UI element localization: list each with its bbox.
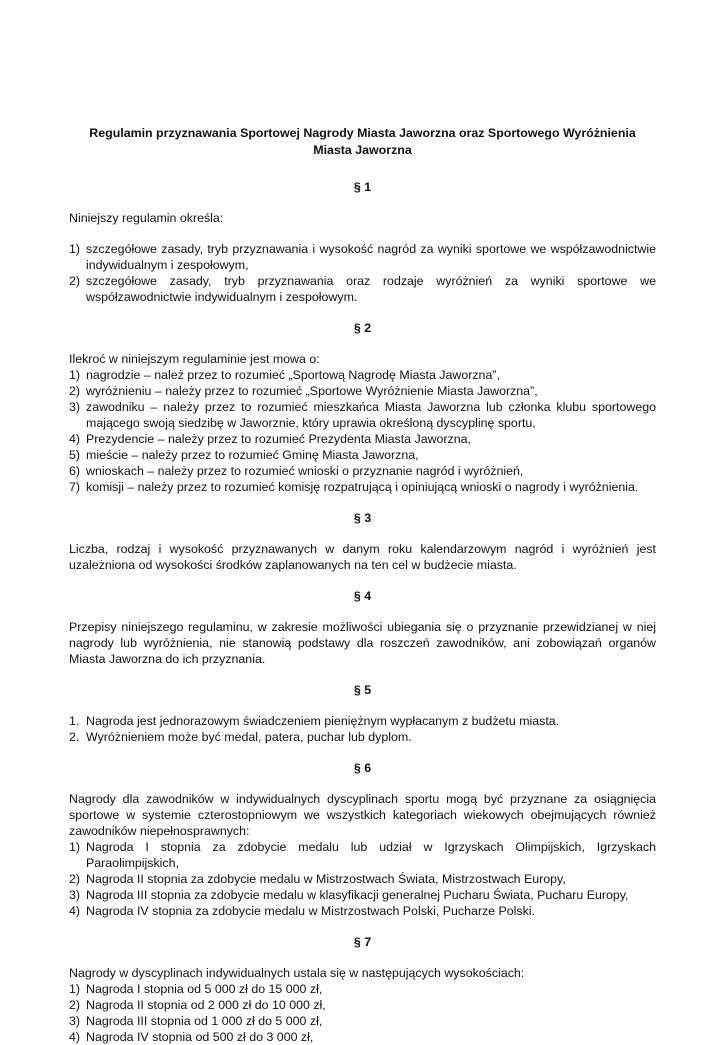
list-item: 1) Nagroda I stopnia za zdobycie medalu lub udział w Igrzyskach Olimpijskich, Igrzyskach Paraolimpijskich, (69, 840, 656, 870)
section-heading-3: § 3 (353, 511, 372, 525)
section-1-intro: Niniejszy regulamin określa: (69, 211, 224, 225)
list-item: 2) szczegółowe zasady, tryb przyznawania oraz rodzaje wyróżnień za wyniki sportowe we współzawodnictwie indywidualnym i zespołowym. (69, 274, 656, 304)
section-2-intro: Ilekroć w niniejszym regulaminie jest mowa o: (69, 352, 320, 366)
document-body (69, 125, 656, 1045)
list-item: 7) komisji – należy przez to rozumieć komisję rozpatrującą i opiniującą wnioski o nagrody i wyróżnienia. (69, 480, 639, 494)
section-heading-2: § 2 (353, 321, 372, 335)
list-item: 3) zawodniku – należy przez to rozumieć mieszkańca Miasta Jaworzna lub członka klubu sportowego mającego swoją siedzibę w Jaworznie, który uprawia określoną dyscyplinę sportu, (69, 400, 656, 430)
section-6-intro: Nagrody dla zawodników w indywidualnych dyscyplinach sportu mogą być przyznane za osiągnięcia sportowe w systemie czterostopniowym we wszystkich kategoriach wiekowych obejmujących również zawodników niepełnosprawnych: (69, 792, 656, 838)
section-3-text: Liczba, rodzaj i wysokość przyznawanych w danym roku kalendarzowym nagród i wyróżnień jest uzależniona od wysokości środków zaplanowanych na ten cel w budżecie miasta. (69, 542, 656, 572)
list-item: 1) Nagroda I stopnia od 5 000 zł do 15 000 zł, (69, 982, 323, 996)
list-item: 4) Nagroda IV stopnia za zdobycie medalu w Mistrzostwach Polski, Pucharze Polski. (69, 904, 536, 918)
list-item: 5) mieście – należy przez to rozumieć Gminę Miasta Jaworzna, (69, 448, 419, 462)
list-item: 2) Nagroda II stopnia od 2 000 zł do 10 000 zł, (69, 998, 326, 1012)
list-item: 2. Wyróżnieniem może być medal, patera, puchar lub dyplom. (69, 730, 412, 744)
section-2-list (69, 367, 656, 495)
list-item: 3) Nagroda III stopnia za zdobycie medalu w klasyfikacji generalnej Pucharu Świata, Pucharu Europy, (69, 888, 629, 902)
list-item: 1) szczegółowe zasady, tryb przyznawania i wysokość nagród za wyniki sportowe we współzawodnictwie indywidualnym i zespołowym, (69, 242, 656, 272)
section-7-intro: Nagrody w dyscyplinach indywidualnych ustala się w następujących wysokościach: (69, 966, 525, 980)
list-item: 1) nagrodzie – należ przez to rozumieć „Sportową Nagrodę Miasta Jaworzna”, (69, 368, 500, 382)
list-item: 4) Prezydencie – należy przez to rozumieć Prezydenta Miasta Jaworzna, (69, 432, 471, 446)
section-5-list (69, 713, 656, 745)
list-item: 2) Nagroda II stopnia za zdobycie medalu w Mistrzostwach Świata, Mistrzostwach Europy, (69, 872, 566, 886)
list-item: 1. Nagroda jest jednorazowym świadczeniem pieniężnym wypłacanym z budżetu miasta. (69, 714, 560, 728)
document-title: Regulamin przyznawania Sportowej Nagrody Miasta Jaworzna oraz Sportowego Wyróżnienia Miasta Jaworzna (89, 126, 636, 157)
list-item: 4) Nagroda IV stopnia od 500 zł do 3 000 zł, (69, 1030, 314, 1044)
section-7-list (69, 981, 656, 1045)
section-4-text: Przepisy niniejszego regulaminu, w zakresie możliwości ubiegania się o przyznanie przewidzianej w niej nagrody lub wyróżnienia, nie stanowią podstawy dla roszczeń zawodników, ani zobowiązań organów Miasta Jaworzna do ich przyznania. (69, 620, 656, 666)
section-6-list (69, 839, 656, 919)
list-item: 6) wnioskach – należy przez to rozumieć wnioski o przyznanie nagród i wyróżnień, (69, 464, 524, 478)
section-1-list (69, 241, 656, 305)
section-heading-7: § 7 (353, 935, 372, 949)
section-heading-1: § 1 (353, 180, 372, 194)
list-item: 3) Nagroda III stopnia od 1 000 zł do 5 000 zł, (69, 1014, 323, 1028)
section-heading-5: § 5 (353, 683, 372, 697)
list-item: 2) wyróżnieniu – należy przez to rozumieć „Sportowe Wyróżnienie Miasta Jaworzna”, (69, 384, 538, 398)
section-heading-4: § 4 (353, 589, 372, 603)
section-heading-6: § 6 (353, 761, 372, 775)
